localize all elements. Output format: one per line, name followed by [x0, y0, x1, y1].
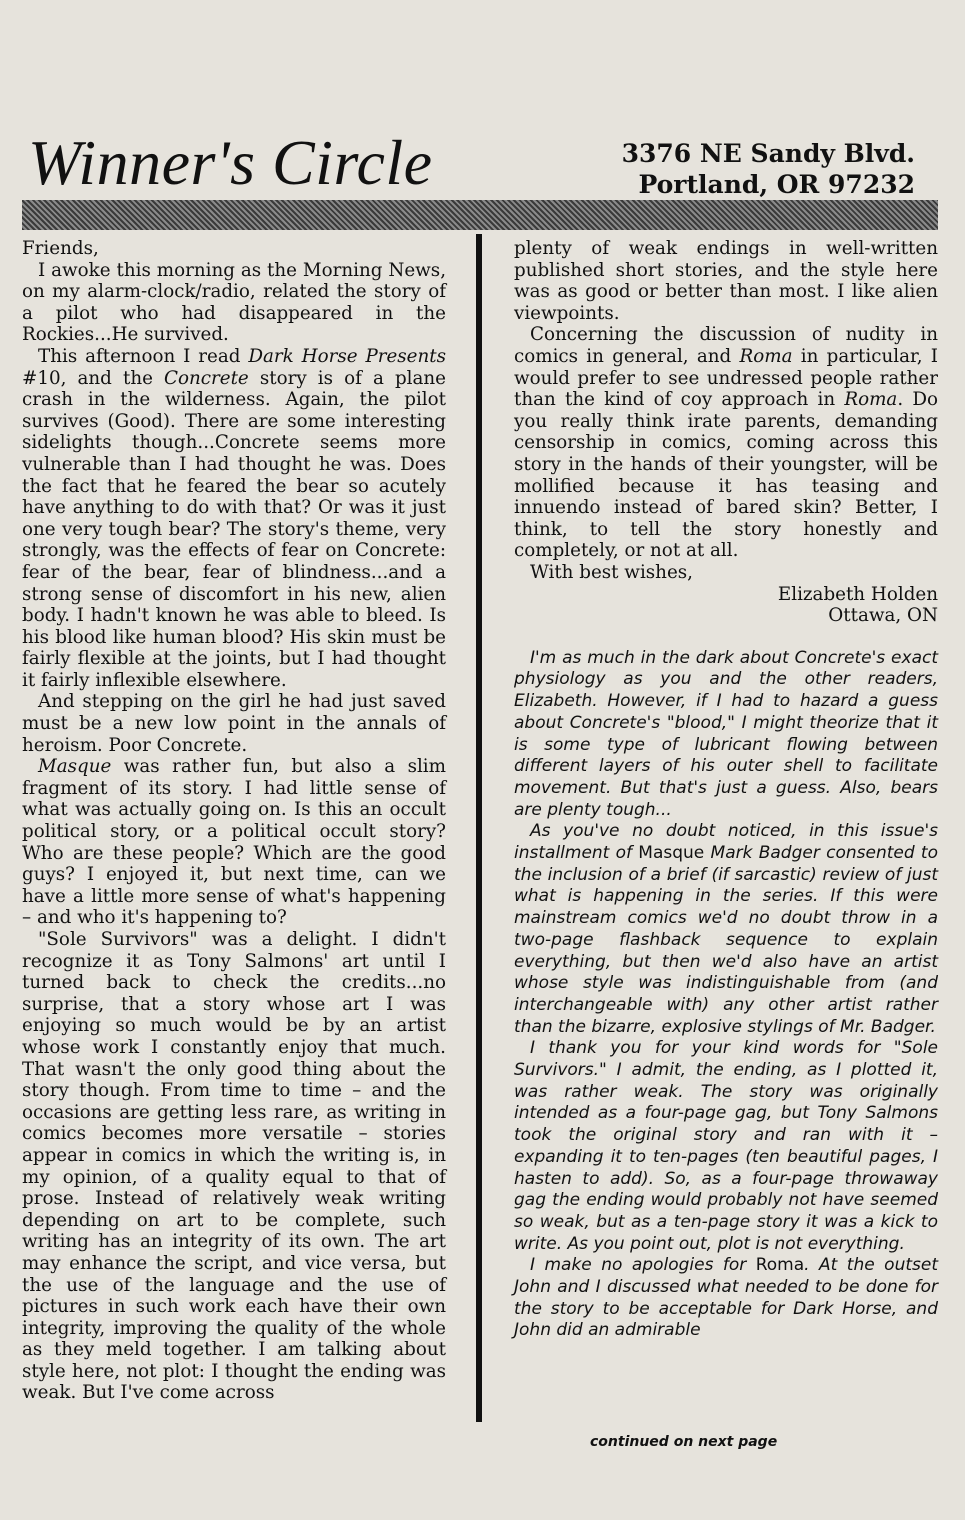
- reply-paragraph: I'm as much in the dark about Concrete's exact physiology as you and the other readers, Elizabeth. However, if I had to hazard a guess about Concrete's "blood," I might theorize that it is some type of lubricant flowing between different layers of his outer shell to facilitate movement. But that's just a guess. Also, bears are plenty tough...: [514, 647, 938, 820]
- address-street: 3376 NE Sandy Blvd.: [621, 139, 915, 168]
- text-run: story is of a plane crash in the wilderness. Again, the pilot survives (Good). There are some interesting sidelights though...Concrete seems more vulnerable than I had thought he was. Does the fact that he feared the bear so acutely have anything to do with that? Or was it just one very tough bear? The story's theme, very strongly, was the effects of fear on Concrete: fear of the bear, fear of blindness...and a strong sense of discomfort in his new, alien body. I hadn't known he was able to bleed. Is his blood like human blood? His skin must be fairly flexible at the joints, but I had thought it fairly inflexible elsewhere.: [22, 367, 446, 691]
- story-title: Roma: [739, 345, 793, 367]
- column-divider: [476, 234, 482, 1422]
- text-run: Concerning the discussion of nudity in comics in general, and: [514, 324, 938, 367]
- reply-paragraph: I thank you for your kind words for "Sole Survivors." I admit, the ending, as I plotted it, was rather weak. The story was originally intended as a four-page gag, but Tony Salmons took the original story and ran with it – expanding it to ten-pages (ten beautiful pages, I hasten to add). So, as a four-page throwaway gag the ending would probably not have seemed so weak, but as a ten-page story it was a kick to write. As you point out, plot is not everything.: [514, 1038, 938, 1254]
- story-title: Masque: [38, 756, 112, 778]
- letter-salutation: Friends,: [22, 238, 99, 259]
- publication-title: Dark Horse Presents: [248, 345, 447, 367]
- reply-paragraph: [514, 821, 938, 1038]
- letter-paragraph: [22, 756, 446, 929]
- story-title: Masque: [638, 843, 705, 864]
- reply-paragraph: [514, 1255, 938, 1342]
- text-run: in particular, I would prefer to see undressed people rather than the kind of coy approach in: [514, 345, 938, 411]
- story-title: Roma: [844, 389, 898, 411]
- text-run: As you've no doubt noticed, in this issue's installment of: [514, 821, 938, 864]
- letter-paragraph: [514, 324, 938, 562]
- text-run: This afternoon I read: [38, 345, 249, 367]
- text-run: I make no apologies for: [530, 1255, 756, 1276]
- letter-paragraph: plenty of weak endings in well-written published short stories, and the style here was as good or better than most. I like alien viewpoints.: [514, 238, 938, 324]
- address-city: Portland, OR 97232: [638, 170, 915, 199]
- letter-column-left: [22, 238, 446, 1404]
- letter-paragraph: And stepping on the girl he had just saved must be a new low point in the annals of heroism. Poor Concrete.: [22, 691, 446, 756]
- letter-paragraph: "Sole Survivors" was a delight. I didn't recognize it as Tony Salmons' art until I turned back to check the credits...no surprise, that a story whose art I was enjoying so much would be by an artist whose work I constantly enjoy that much. That wasn't the only good thing about the story though. From time to time – and the occasions are getting less rare, as writing in comics becomes more versatile – stories appear in comics in which the writing is, in my opinion, of a quality equal to that of prose. Instead of relatively weak writing depending on art to be complete, such writing has an integrity of its own. The art may enhance the script, and vice versa, but the use of the language and the use of pictures in such work each have their own integrity, improving the quality of the whole as they meld together. I am talking about style here, not plot: I thought the ending was weak. But I've come across: [22, 929, 446, 1404]
- letter-paragraph: I awoke this morning as the Morning News, on my alarm-clock/radio, related the story of a pilot who had disappeared in the Rockies...He survived.: [22, 259, 446, 346]
- text-run: . At the outset John and I discussed what needed to be done for the story to be acceptable for Dark Horse, and John did an admirable: [514, 1255, 938, 1341]
- continued-notice: continued on next page: [590, 1434, 778, 1450]
- letter-paragraph: [22, 346, 446, 692]
- story-title: Roma: [755, 1255, 805, 1276]
- mailing-address: [622, 138, 915, 200]
- signature-name: Elizabeth Holden: [777, 583, 938, 605]
- text-run: . Do you really think irate parents, demanding censorship in comics, coming across this story in the hands of their youngster, will be mollified because it has teasing and innuendo instead of bared skin? Better, I think, to tell the story honestly and completely, or not at all.: [514, 389, 938, 562]
- text-run: was rather fun, but also a slim fragment of its story. I had little sense of what was actually going on. Is this an occult political story, or a political occult story? Who are these people? Which are the good guys? I enjoyed it, but next time, can we have a little more sense of what's happening – and who it's happening to?: [22, 756, 446, 929]
- header-divider-bar: [22, 200, 938, 230]
- letter-column-right: [514, 238, 938, 1342]
- column-title: Winner's Circle: [28, 127, 433, 198]
- story-title: Concrete: [164, 367, 249, 389]
- letter-closing: With best wishes,: [530, 561, 693, 583]
- editor-reply: [514, 648, 938, 1343]
- text-run: Mark Badger consented to the inclusion of a brief (if sarcastic) review of just what is happening in the series. If this were mainstream comics we'd no doubt throw in a two-page flashback sequence to explain everything, but then we'd also have an artist whose style was indistinguishable from (and interchangeable with) any other artist rather than the bizarre, explosive stylings of Mr. Badger.: [514, 843, 938, 1037]
- text-run: #10, and the: [22, 367, 165, 389]
- signature-location: Ottawa, ON: [828, 605, 938, 627]
